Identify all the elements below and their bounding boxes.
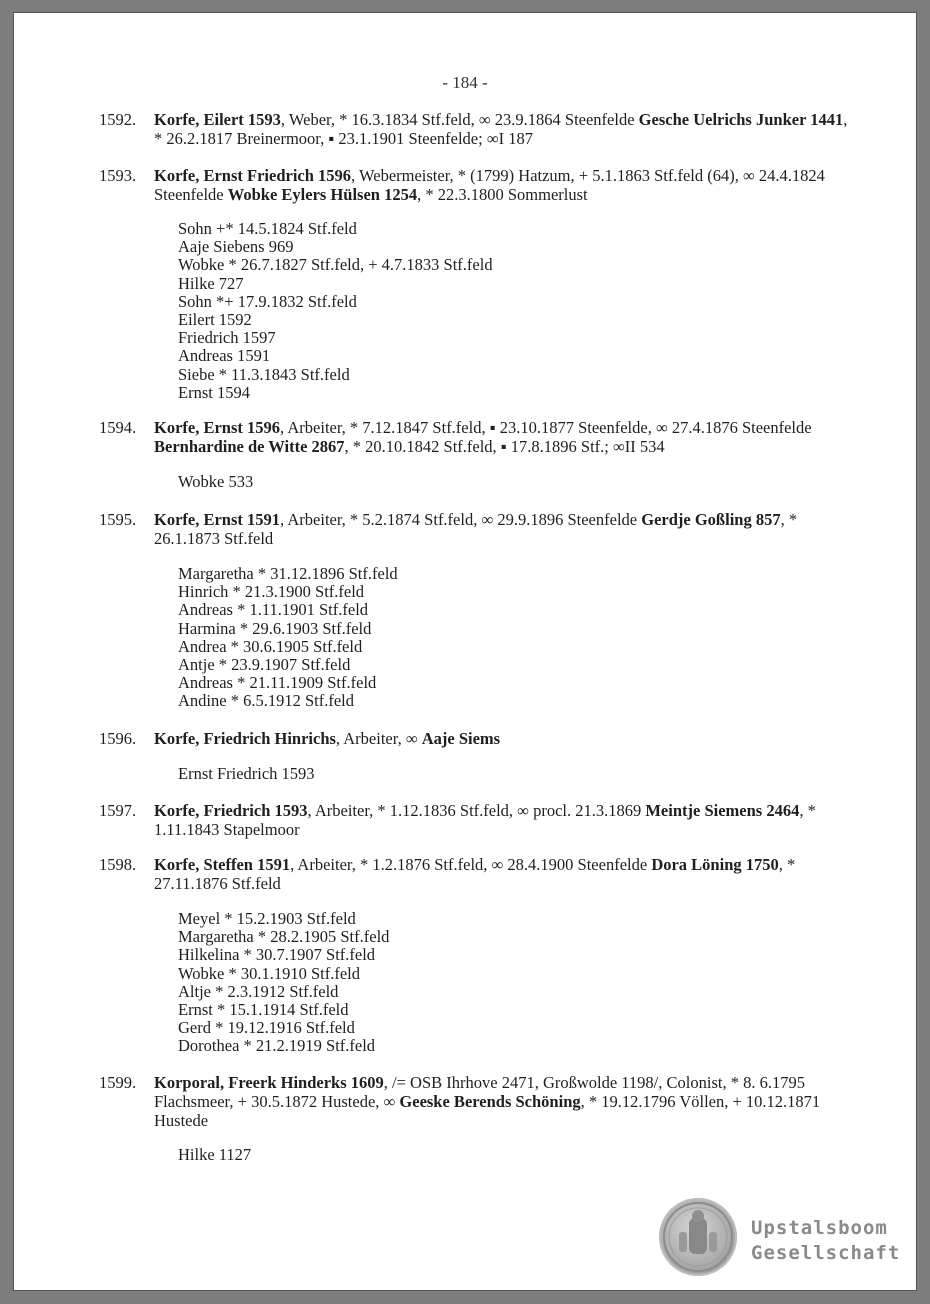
child: Gerd * 19.12.1916 Stf.feld [178,1018,355,1038]
child: Friedrich 1597 [178,328,276,348]
child: Andreas 1591 [178,346,271,366]
child: Margaretha * 31.12.1896 Stf.feld [178,564,398,583]
child: Ernst Friedrich 1593 [178,764,315,783]
child: Sohn *+ 17.9.1832 Stf.feld [178,291,357,311]
child: Sohn +* 14.5.1824 Stf.feld [178,219,357,238]
child: Ernst * 15.1.1914 Stf.feld [178,1000,349,1020]
children-list [178,220,493,402]
spouse-name: Meintje Siemens 2464 [645,801,800,820]
entry-1598 [99,855,859,893]
entry-number: 1592. [99,110,137,129]
child: Wobke 533 [178,472,254,491]
child: Meyel * 15.2.1903 Stf.feld [178,909,356,928]
person-name: Korfe, Ernst 1591 [154,510,281,529]
child: Andreas * 1.11.1901 Stf.feld [178,600,369,620]
entry-text: Korfe, Ernst 1596, Arbeiter, * 7.12.1847 Stf.feld, ▪ 23.10.1877 Steenfelde, ∞ 27.4.1876 Steenfelde Bernhardine de Witte 2867, * 20.10.1842 Stf.feld, ▪ 17.8.1896 Stf.; ∞II 534 [154,418,812,456]
person-name: Korfe, Ernst Friedrich 1596 [154,166,352,185]
child: Wobke * 26.7.1827 Stf.feld, + 4.7.1833 Stf.feld [178,255,493,275]
entry-1594 [99,418,859,456]
spouse-name: Dora Löning 1750 [651,855,779,874]
entry-1595 [99,510,859,548]
spouse-name: Gerdje Goßling 857 [641,510,781,529]
spouse-name: Gesche Uelrichs Junker 1441 [638,110,844,129]
child: Dorothea * 21.2.1919 Stf.feld [178,1036,376,1056]
entry-text: Korfe, Eilert 1593, Weber, * 16.3.1834 Stf.feld, ∞ 23.9.1864 Steenfelde Gesche Uelrichs Junker 1441, * 26.2.1817 Breinermoor, ▪ 23.1.1901 Steenfelde; ∞I 187 [154,110,848,148]
entry-number: 1598. [99,855,137,874]
children-list [178,910,389,1056]
spouse-name: Bernhardine de Witte 2867 [154,437,345,456]
entry-1597 [99,801,859,839]
entry-text: Korfe, Friedrich 1593, Arbeiter, * 1.12.1836 Stf.feld, ∞ procl. 21.3.1869 Meintje Siemens 2464, * 1.11.1843 Stapelmoor [154,801,816,839]
person-name: Korfe, Eilert 1593 [154,110,281,129]
spouse-name: Aaje Siems [421,729,501,748]
entry-number: 1596. [99,729,137,748]
page-number: - 184 - [442,73,488,92]
children-list [178,1146,251,1164]
entry-1593 [99,166,859,204]
children-list [178,565,398,711]
child: Eilert 1592 [178,310,252,330]
child: Aaje Siebens 969 [178,237,294,257]
child: Andreas * 21.11.1909 Stf.feld [178,673,377,693]
children-list [178,765,315,783]
child: Ernst 1594 [178,382,250,402]
entry-number: 1599. [99,1073,137,1092]
entry-text: Korfe, Friedrich Hinrichs, Arbeiter, ∞ Aaje Siems [154,729,501,748]
child: Hinrich * 21.3.1900 Stf.feld [178,582,365,602]
child: Harmina * 29.6.1903 Stf.feld [178,618,372,638]
entry-1599 [99,1073,859,1130]
child: Andine * 6.5.1912 Stf.feld [178,691,354,711]
child: Siebe * 11.3.1843 Stf.feld [178,364,350,384]
seal-logo [659,1198,737,1276]
child: Hilke 1127 [178,1145,252,1164]
child: Antje * 23.9.1907 Stf.feld [178,655,351,675]
entry-text: Korfe, Steffen 1591, Arbeiter, * 1.2.1876 Stf.feld, ∞ 28.4.1900 Steenfelde Dora Löning 1750, * 27.11.1876 Stf.feld [154,855,796,893]
person-name: Korfe, Friedrich 1593 [154,801,308,820]
seal-icon [659,1198,737,1276]
brand-line-2: Gesellschaft [751,1242,901,1264]
spouse-name: Wobke Eylers Hülsen 1254 [227,185,418,204]
child: Wobke * 30.1.1910 Stf.feld [178,963,360,983]
brand-line-1: Upstalsboom [751,1217,888,1239]
entry-number: 1595. [99,510,137,529]
entry-text: Korporal, Freerk Hinderks 1609, /= OSB Ihrhove 2471, Großwolde 1198/, Colonist, * 8. 6.1795 Flachsmeer, + 30.5.1872 Hustede, ∞ Geeske Berends Schöning, * 19.12.1796 Völlen, + 10.12.1871 Hustede [154,1073,821,1130]
child: Andrea * 30.6.1905 Stf.feld [178,636,363,656]
child: Altje * 2.3.1912 Stf.feld [178,981,339,1001]
entry-number: 1593. [99,166,137,185]
child: Margaretha * 28.2.1905 Stf.feld [178,927,390,947]
entry-1596 [99,729,859,748]
document-page [14,13,916,1290]
entry-text: Korfe, Ernst Friedrich 1596, Webermeister, * (1799) Hatzum, + 5.1.1863 Stf.feld (64), ∞ 24.4.1824 Steenfelde Wobke Eylers Hülsen 1254, * 22.3.1800 Sommerlust [154,166,825,204]
spouse-name: Geeske Berends Schöning [399,1092,581,1111]
person-name: Korfe, Friedrich Hinrichs [154,729,336,748]
person-name: Korfe, Ernst 1596 [154,418,281,437]
entry-number: 1597. [99,801,137,820]
entry-text: Korfe, Ernst 1591, Arbeiter, * 5.2.1874 Stf.feld, ∞ 29.9.1896 Steenfelde Gerdje Goßling 857, * 26.1.1873 Stf.feld [154,510,798,548]
person-name: Korporal, Freerk Hinderks 1609 [154,1073,384,1092]
entry-number: 1594. [99,418,137,437]
entry-1592 [99,110,859,148]
person-name: Korfe, Steffen 1591 [154,855,291,874]
child: Hilkelina * 30.7.1907 Stf.feld [178,945,376,965]
brand-name [751,1216,900,1266]
child: Hilke 727 [178,273,244,293]
children-list [178,473,253,491]
